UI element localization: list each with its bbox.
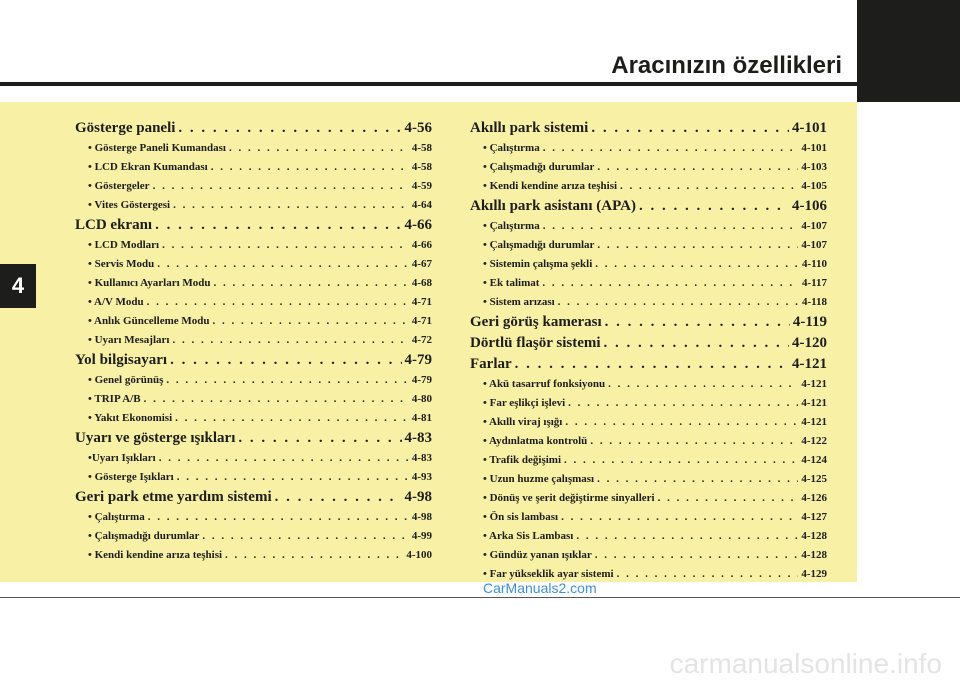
- toc-page-number: 4-128: [801, 530, 827, 542]
- toc-page-number: 4-93: [411, 471, 432, 483]
- toc-section-entry[interactable]: [470, 196, 827, 217]
- toc-entry-label: Yol bilgisayarı: [75, 352, 168, 368]
- toc-dot-leader: [211, 158, 409, 177]
- toc-page-number: 4-129: [801, 568, 827, 580]
- toc-dot-leader: [213, 312, 409, 331]
- toc-entry-label: • Anlık Güncelleme Modu: [88, 315, 210, 327]
- toc-section-entry[interactable]: [470, 312, 827, 333]
- toc-entry-label: • Çalıştırma: [483, 220, 540, 232]
- toc-page-number: 4-59: [411, 180, 432, 192]
- toc-dot-leader: [558, 293, 799, 312]
- toc-subentry[interactable]: [470, 394, 827, 413]
- toc-subentry[interactable]: [470, 139, 827, 158]
- toc-page-number: 4-127: [801, 511, 827, 523]
- toc-subentry[interactable]: [470, 432, 827, 451]
- toc-section-entry[interactable]: [470, 118, 827, 139]
- toc-subentry[interactable]: [75, 508, 432, 527]
- watermark-carmanuals2[interactable]: CarManuals2.com: [483, 580, 597, 596]
- toc-dot-leader: [658, 489, 799, 508]
- toc-dot-leader: [275, 487, 402, 508]
- toc-subentry[interactable]: [470, 236, 827, 255]
- toc-subentry[interactable]: [75, 546, 432, 565]
- toc-page-number: 4-105: [801, 180, 827, 192]
- toc-dot-leader: [597, 158, 798, 177]
- toc-page-number: 4-100: [406, 549, 432, 561]
- toc-subentry[interactable]: [75, 177, 432, 196]
- toc-dot-leader: [608, 375, 798, 394]
- toc-dot-leader: [159, 449, 409, 468]
- toc-subentry[interactable]: [470, 375, 827, 394]
- toc-dot-leader: [591, 118, 789, 139]
- toc-dot-leader: [568, 394, 798, 413]
- toc-dot-leader: [595, 546, 799, 565]
- header-divider: [0, 82, 857, 86]
- toc-subentry[interactable]: [470, 546, 827, 565]
- toc-dot-leader: [597, 236, 798, 255]
- toc-page-number: 4-110: [801, 258, 827, 270]
- toc-section-entry[interactable]: [75, 118, 432, 139]
- toc-section-entry[interactable]: [75, 428, 432, 449]
- toc-subentry[interactable]: [75, 527, 432, 546]
- toc-page-number: 4-83: [404, 430, 432, 446]
- toc-entry-label: • Kendi kendine arıza teşhisi: [88, 549, 223, 561]
- toc-subentry[interactable]: [75, 196, 432, 215]
- toc-subentry[interactable]: [75, 312, 432, 331]
- toc-subentry[interactable]: [470, 177, 827, 196]
- toc-dot-leader: [202, 527, 408, 546]
- toc-page-number: 4-106: [792, 198, 827, 214]
- toc-subentry[interactable]: [75, 255, 432, 274]
- toc-page-number: 4-103: [801, 161, 827, 173]
- toc-section-entry[interactable]: [75, 350, 432, 371]
- toc-entry-label: • Kullanıcı Ayarları Modu: [88, 277, 211, 289]
- toc-page-number: 4-71: [411, 315, 432, 327]
- toc-page-number: 4-66: [411, 239, 432, 251]
- toc-page-number: 4-107: [801, 239, 827, 251]
- toc-entry-label: Geri görüş kamerası: [470, 314, 602, 330]
- toc-entry-label: • Arka Sis Lambası: [483, 530, 574, 542]
- toc-page-number: 4-101: [801, 142, 827, 154]
- toc-entry-label: • Gösterge Paneli Kumandası: [88, 142, 226, 154]
- toc-dot-leader: [170, 350, 401, 371]
- toc-dot-leader: [597, 470, 798, 489]
- toc-page-number: 4-126: [801, 492, 827, 504]
- toc-page-number: 4-121: [801, 416, 827, 428]
- toc-page-number: 4-98: [411, 511, 432, 523]
- toc-entry-label: • TRIP A/B: [88, 393, 141, 405]
- toc-page-number: 4-67: [411, 258, 432, 270]
- toc-entry-label: • Akü tasarruf fonksiyonu: [483, 378, 606, 390]
- toc-entry-label: • Trafik değişimi: [483, 454, 562, 466]
- toc-dot-leader: [565, 413, 798, 432]
- toc-entry-label: • A/V Modu: [88, 296, 144, 308]
- toc-subentry[interactable]: [75, 236, 432, 255]
- toc-entry-label: • Ek talimat: [483, 277, 540, 289]
- toc-entry-label: • Servis Modu: [88, 258, 155, 270]
- toc-subentry[interactable]: [470, 508, 827, 527]
- toc-subentry[interactable]: [470, 413, 827, 432]
- toc-page-number: 4-128: [801, 549, 827, 561]
- toc-subentry[interactable]: [470, 217, 827, 236]
- toc-entry-label: Akıllı park asistanı (APA): [470, 198, 636, 214]
- toc-entry-label: • Çalışmadığı durumlar: [483, 239, 595, 251]
- toc-dot-leader: [172, 331, 408, 350]
- toc-entry-label: • Çalışmadığı durumlar: [483, 161, 595, 173]
- toc-page-number: 4-71: [411, 296, 432, 308]
- toc-page-number: 4-66: [404, 217, 432, 233]
- toc-subentry[interactable]: [470, 489, 827, 508]
- toc-entry-label: • Göstergeler: [88, 180, 150, 192]
- toc-subentry[interactable]: [75, 409, 432, 428]
- toc-page-number: 4-81: [411, 412, 432, 424]
- toc-subentry[interactable]: [75, 331, 432, 350]
- toc-entry-label: • Aydınlatma kontrolü: [483, 435, 588, 447]
- toc-page-number: 4-117: [801, 277, 827, 289]
- toc-subentry[interactable]: [75, 468, 432, 487]
- toc-page-number: 4-79: [411, 374, 432, 386]
- toc-entry-label: • Sistem arızası: [483, 296, 555, 308]
- toc-subentry[interactable]: [75, 371, 432, 390]
- toc-entry-label: • Uyarı Mesajları: [88, 334, 170, 346]
- toc-dot-leader: [543, 217, 799, 236]
- toc-subentry[interactable]: [470, 274, 827, 293]
- chapter-tab: 4: [0, 264, 36, 308]
- toc-page-number: 4-68: [411, 277, 432, 289]
- toc-page-number: 4-125: [801, 473, 827, 485]
- toc-subentry[interactable]: [470, 255, 827, 274]
- toc-dot-leader: [238, 428, 401, 449]
- toc-entry-label: Uyarı ve gösterge ışıkları: [75, 430, 236, 446]
- toc-subentry[interactable]: [75, 449, 432, 468]
- toc-page-number: 4-101: [792, 120, 827, 136]
- toc-page-number: 4-80: [411, 393, 432, 405]
- toc-page-number: 4-118: [801, 296, 827, 308]
- toc-page-number: 4-83: [411, 452, 432, 464]
- toc-subentry[interactable]: [470, 527, 827, 546]
- toc-page-number: 4-121: [801, 397, 827, 409]
- toc-dot-leader: [147, 293, 409, 312]
- toc-entry-label: • Ön sis lambası: [483, 511, 559, 523]
- toc-page-number: 4-121: [792, 356, 827, 372]
- toc-entry-label: • Yakıt Ekonomisi: [88, 412, 173, 424]
- toc-subentry[interactable]: [75, 293, 432, 312]
- toc-dot-leader: [166, 371, 408, 390]
- watermark-carmanualsonline: carmanualsonline.info: [669, 648, 942, 679]
- toc-entry-label: • Akıllı viraj ışığı: [483, 416, 563, 428]
- toc-entry-label: • Kendi kendine arıza teşhisi: [483, 180, 618, 192]
- toc-page-number: 4-98: [404, 489, 432, 505]
- toc-entry-label: • Sistemin çalışma şekli: [483, 258, 593, 270]
- toc-page-number: 4-56: [404, 120, 432, 136]
- toc-page-number: 4-107: [801, 220, 827, 232]
- toc-entry-label: • Genel görünüş: [88, 374, 164, 386]
- toc-entry-label: • Gündüz yanan ışıklar: [483, 549, 592, 561]
- toc-subentry[interactable]: [470, 158, 827, 177]
- toc-entry-label: • Uzun huzme çalışması: [483, 473, 595, 485]
- toc-entry-label: • Çalışmadığı durumlar: [88, 530, 200, 542]
- toc-subentry[interactable]: [75, 390, 432, 409]
- toc-dot-leader: [225, 546, 403, 565]
- page-title: Aracınızın özellikleri: [611, 52, 842, 79]
- toc-dot-leader: [157, 255, 409, 274]
- toc-entry-label: • Gösterge Işıkları: [88, 471, 174, 483]
- toc-page-number: 4-58: [411, 142, 432, 154]
- toc-subentry[interactable]: [470, 293, 827, 312]
- toc-dot-leader: [543, 139, 799, 158]
- toc-left-column: [75, 118, 432, 565]
- toc-entry-label: Farlar: [470, 356, 512, 372]
- toc-page-number: 4-99: [411, 530, 432, 542]
- toc-page-number: 4-120: [792, 335, 827, 351]
- toc-dot-leader: [175, 409, 409, 428]
- toc-entry-label: • Çalıştırma: [88, 511, 145, 523]
- toc-dot-leader: [515, 354, 789, 375]
- toc-dot-leader: [604, 333, 789, 354]
- toc-entry-label: • Dönüş ve şerit değiştirme sinyalleri: [483, 492, 655, 504]
- toc-dot-leader: [561, 508, 798, 527]
- toc-page-number: 4-64: [411, 199, 432, 211]
- toc-page-number: 4-79: [404, 352, 432, 368]
- toc-dot-leader: [162, 236, 409, 255]
- toc-dot-leader: [590, 432, 798, 451]
- toc-dot-leader: [639, 196, 789, 217]
- toc-dot-leader: [605, 312, 790, 333]
- toc-entry-label: • Çalıştırma: [483, 142, 540, 154]
- toc-dot-leader: [155, 215, 401, 236]
- toc-dot-leader: [148, 508, 409, 527]
- toc-subentry[interactable]: [75, 274, 432, 293]
- toc-dot-leader: [173, 196, 409, 215]
- toc-section-entry[interactable]: [470, 333, 827, 354]
- toc-entry-label: Akıllı park sistemi: [470, 120, 589, 136]
- toc-page-number: 4-58: [411, 161, 432, 173]
- toc-dot-leader: [178, 118, 401, 139]
- toc-entry-label: • Far yükseklik ayar sistemi: [483, 568, 614, 580]
- toc-page-number: 4-121: [801, 378, 827, 390]
- toc-page-number: 4-72: [411, 334, 432, 346]
- toc-dot-leader: [576, 527, 798, 546]
- toc-section-entry[interactable]: [75, 487, 432, 508]
- toc-subentry[interactable]: [75, 139, 432, 158]
- toc-dot-leader: [153, 177, 409, 196]
- toc-entry-label: •Uyarı Işıkları: [88, 452, 156, 464]
- toc-dot-leader: [177, 468, 409, 487]
- footer-divider: [0, 597, 960, 598]
- toc-entry-label: Gösterge paneli: [75, 120, 176, 136]
- toc-entry-label: • LCD Ekran Kumandası: [88, 161, 208, 173]
- header-black-tab: [857, 0, 960, 102]
- toc-page-number: 4-119: [792, 314, 827, 330]
- toc-page-number: 4-122: [801, 435, 827, 447]
- toc-dot-leader: [144, 390, 409, 409]
- toc-page-number: 4-124: [801, 454, 827, 466]
- toc-entry-label: • LCD Modları: [88, 239, 160, 251]
- toc-entry-label: • Vites Göstergesi: [88, 199, 171, 211]
- toc-dot-leader: [620, 177, 798, 196]
- toc-right-column: [470, 118, 827, 584]
- toc-section-entry[interactable]: [75, 215, 432, 236]
- toc-entry-label: Dörtlü flaşör sistemi: [470, 335, 601, 351]
- toc-section-entry[interactable]: [470, 354, 827, 375]
- toc-subentry[interactable]: [470, 470, 827, 489]
- toc-dot-leader: [229, 139, 409, 158]
- toc-dot-leader: [214, 274, 409, 293]
- toc-dot-leader: [564, 451, 798, 470]
- toc-dot-leader: [617, 565, 799, 584]
- toc-dot-leader: [595, 255, 799, 274]
- toc-entry-label: Geri park etme yardım sistemi: [75, 489, 272, 505]
- toc-subentry[interactable]: [470, 451, 827, 470]
- toc-subentry[interactable]: [75, 158, 432, 177]
- toc-entry-label: • Far eşlikçi işlevi: [483, 397, 566, 409]
- toc-dot-leader: [542, 274, 799, 293]
- toc-entry-label: LCD ekranı: [75, 217, 153, 233]
